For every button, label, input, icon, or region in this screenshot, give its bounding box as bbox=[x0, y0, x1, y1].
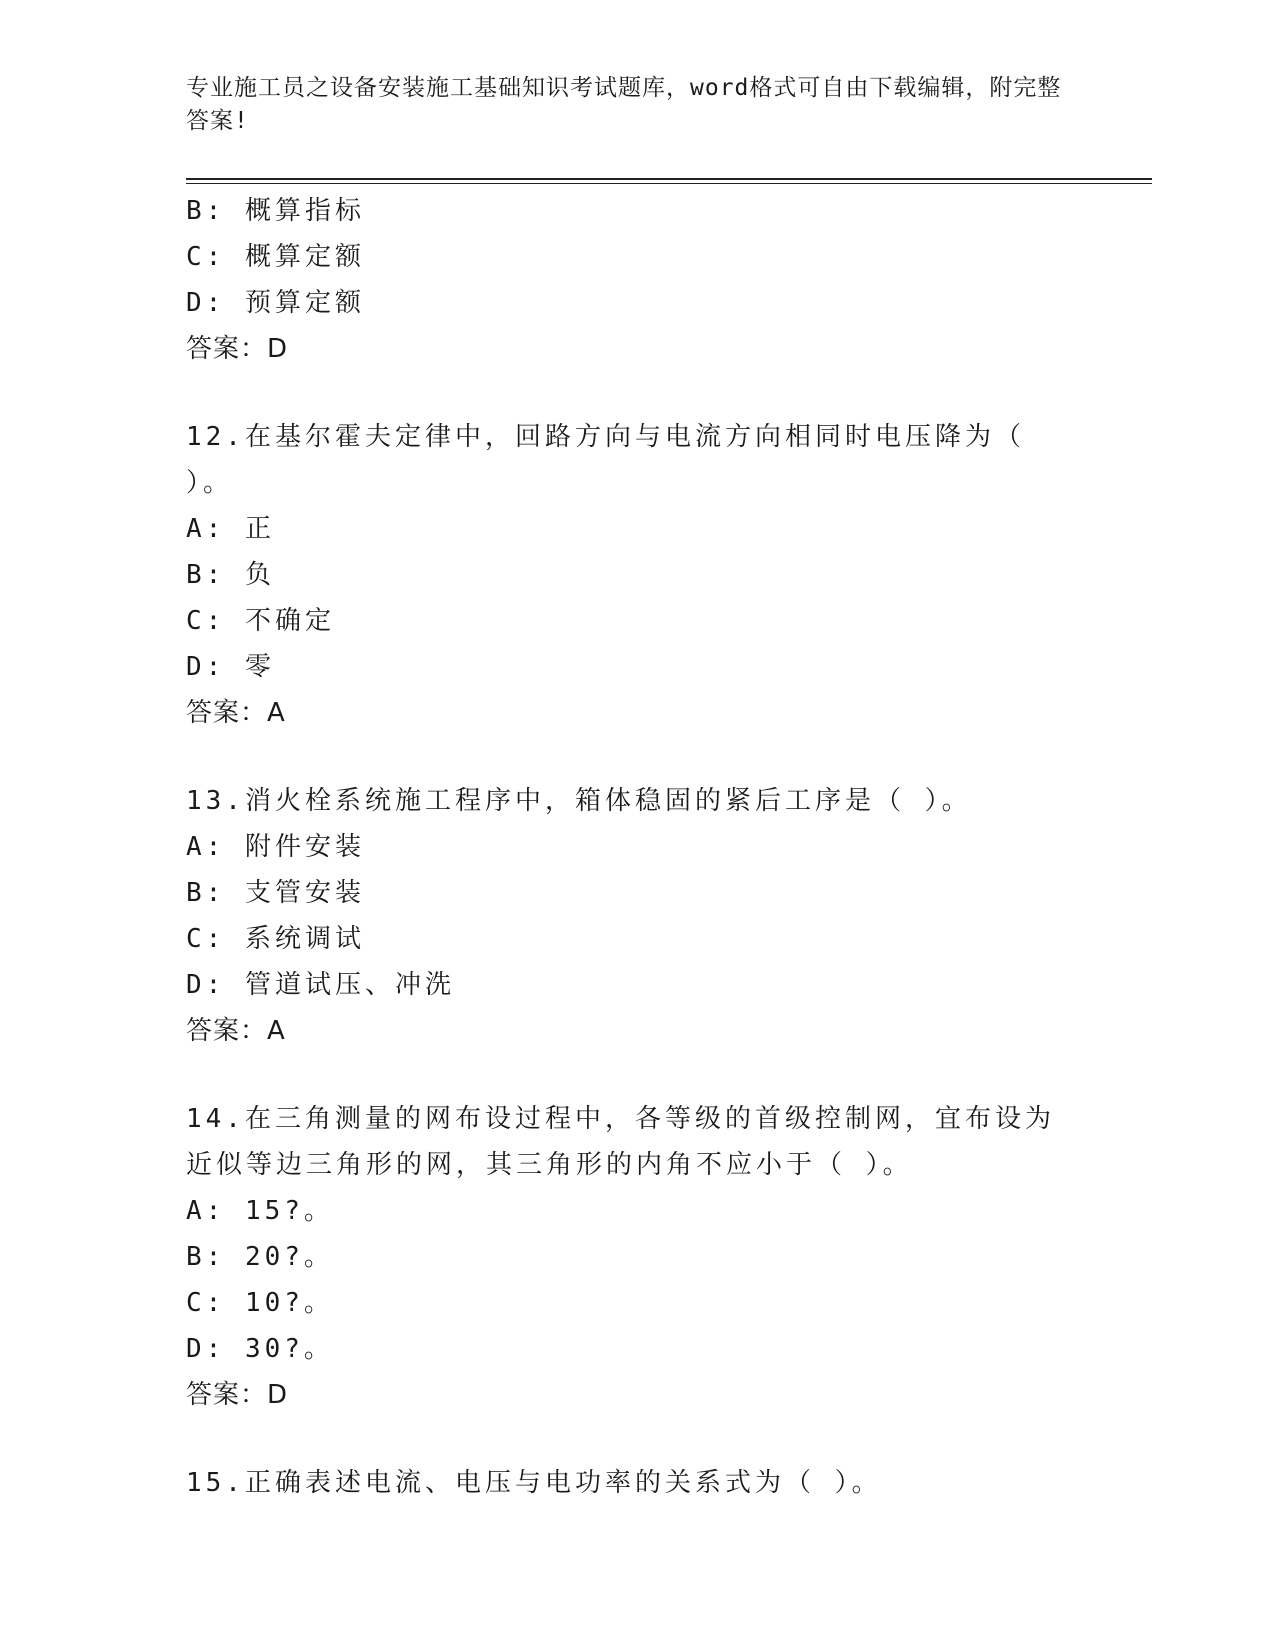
option-text: 负 bbox=[244, 560, 275, 590]
question-13 bbox=[186, 778, 1086, 1054]
option-text: 预算定额 bbox=[244, 288, 365, 318]
question-14 bbox=[186, 1096, 1086, 1418]
option-label: D bbox=[186, 1334, 206, 1364]
header-divider-thick bbox=[186, 178, 1152, 180]
option-label: D bbox=[186, 652, 206, 682]
question-number: 13. bbox=[186, 786, 245, 816]
option-label: B bbox=[186, 878, 206, 908]
option-separator: : bbox=[205, 514, 245, 544]
option-b bbox=[186, 552, 1086, 598]
option-d bbox=[186, 644, 1086, 690]
option-text: 支管安装 bbox=[244, 878, 365, 908]
option-text: 概算指标 bbox=[244, 196, 365, 226]
option-separator: : bbox=[205, 560, 245, 590]
option-separator: : bbox=[205, 970, 245, 1000]
answer-line: 答案：D bbox=[186, 334, 289, 364]
option-label: C bbox=[186, 242, 206, 272]
option-separator: : bbox=[205, 606, 245, 636]
question-content bbox=[186, 188, 1086, 1506]
option-b bbox=[186, 1234, 1086, 1280]
option-text: 附件安装 bbox=[244, 832, 365, 862]
option-label: A bbox=[186, 832, 206, 862]
option-b bbox=[186, 188, 1086, 234]
option-d bbox=[186, 962, 1086, 1008]
option-label: C bbox=[186, 606, 206, 636]
question-number: 12. bbox=[186, 422, 245, 452]
option-text: 20?。 bbox=[244, 1242, 334, 1272]
option-separator: : bbox=[205, 1196, 245, 1226]
page-header: 专业施工员之设备安装施工基础知识考试题库，word格式可自由下载编辑，附完整答案! bbox=[186, 75, 1062, 134]
option-separator: : bbox=[205, 878, 245, 908]
option-c bbox=[186, 916, 1086, 962]
option-c bbox=[186, 598, 1086, 644]
answer-line: 答案：A bbox=[186, 698, 286, 728]
option-c bbox=[186, 1280, 1086, 1326]
option-separator: : bbox=[205, 1242, 245, 1272]
header-divider-thin bbox=[186, 183, 1152, 184]
question-text bbox=[186, 1096, 1066, 1188]
option-label: B bbox=[186, 1242, 206, 1272]
question-body: 在基尔霍夫定律中，回路方向与电流方向相同时电压降为（ ）。 bbox=[186, 422, 1025, 498]
question-11-continuation bbox=[186, 188, 1086, 372]
question-number: 15. bbox=[186, 1468, 245, 1498]
option-text: 10?。 bbox=[244, 1288, 334, 1318]
question-body: 正确表述电流、电压与电功率的关系式为（ ）。 bbox=[244, 1468, 882, 1498]
question-body: 消火栓系统施工程序中，箱体稳固的紧后工序是（ ）。 bbox=[244, 786, 972, 816]
option-text: 零 bbox=[244, 652, 275, 682]
option-text: 30?。 bbox=[244, 1334, 334, 1364]
option-separator: : bbox=[205, 1288, 245, 1318]
option-separator: : bbox=[205, 832, 245, 862]
option-separator: : bbox=[205, 196, 245, 226]
option-separator: : bbox=[205, 924, 245, 954]
option-separator: : bbox=[205, 1334, 245, 1364]
option-text: 管道试压、冲洗 bbox=[244, 970, 455, 1000]
option-label: C bbox=[186, 924, 206, 954]
spacer bbox=[186, 736, 1086, 778]
option-d bbox=[186, 280, 1086, 326]
option-d bbox=[186, 1326, 1086, 1372]
option-separator: : bbox=[205, 652, 245, 682]
option-label: C bbox=[186, 1288, 206, 1318]
answer-line: 答案：A bbox=[186, 1016, 286, 1046]
spacer bbox=[186, 1418, 1086, 1460]
option-a bbox=[186, 1188, 1086, 1234]
question-12 bbox=[186, 414, 1086, 736]
option-separator: : bbox=[205, 288, 245, 318]
option-a bbox=[186, 824, 1086, 870]
spacer bbox=[186, 372, 1086, 414]
option-label: B bbox=[186, 196, 206, 226]
question-15 bbox=[186, 1460, 1086, 1506]
spacer bbox=[186, 1054, 1086, 1096]
option-label: B bbox=[186, 560, 206, 590]
question-text bbox=[186, 1460, 1066, 1506]
question-text bbox=[186, 778, 1066, 824]
option-label: A bbox=[186, 514, 206, 544]
question-text bbox=[186, 414, 1066, 506]
option-label: A bbox=[186, 1196, 206, 1226]
option-text: 不确定 bbox=[244, 606, 335, 636]
option-text: 系统调试 bbox=[244, 924, 365, 954]
answer-line: 答案：D bbox=[186, 1380, 289, 1410]
option-text: 概算定额 bbox=[244, 242, 365, 272]
option-label: D bbox=[186, 970, 206, 1000]
option-text: 正 bbox=[244, 514, 275, 544]
option-c bbox=[186, 234, 1086, 280]
option-separator: : bbox=[205, 242, 245, 272]
option-a bbox=[186, 506, 1086, 552]
option-b bbox=[186, 870, 1086, 916]
option-text: 15?。 bbox=[244, 1196, 334, 1226]
question-number: 14. bbox=[186, 1104, 245, 1134]
option-label: D bbox=[186, 288, 206, 318]
question-body: 在三角测量的网布设过程中，各等级的首级控制网，宜布设为近似等边三角形的网，其三角形的内角不应小于（ ）。 bbox=[186, 1104, 1055, 1180]
